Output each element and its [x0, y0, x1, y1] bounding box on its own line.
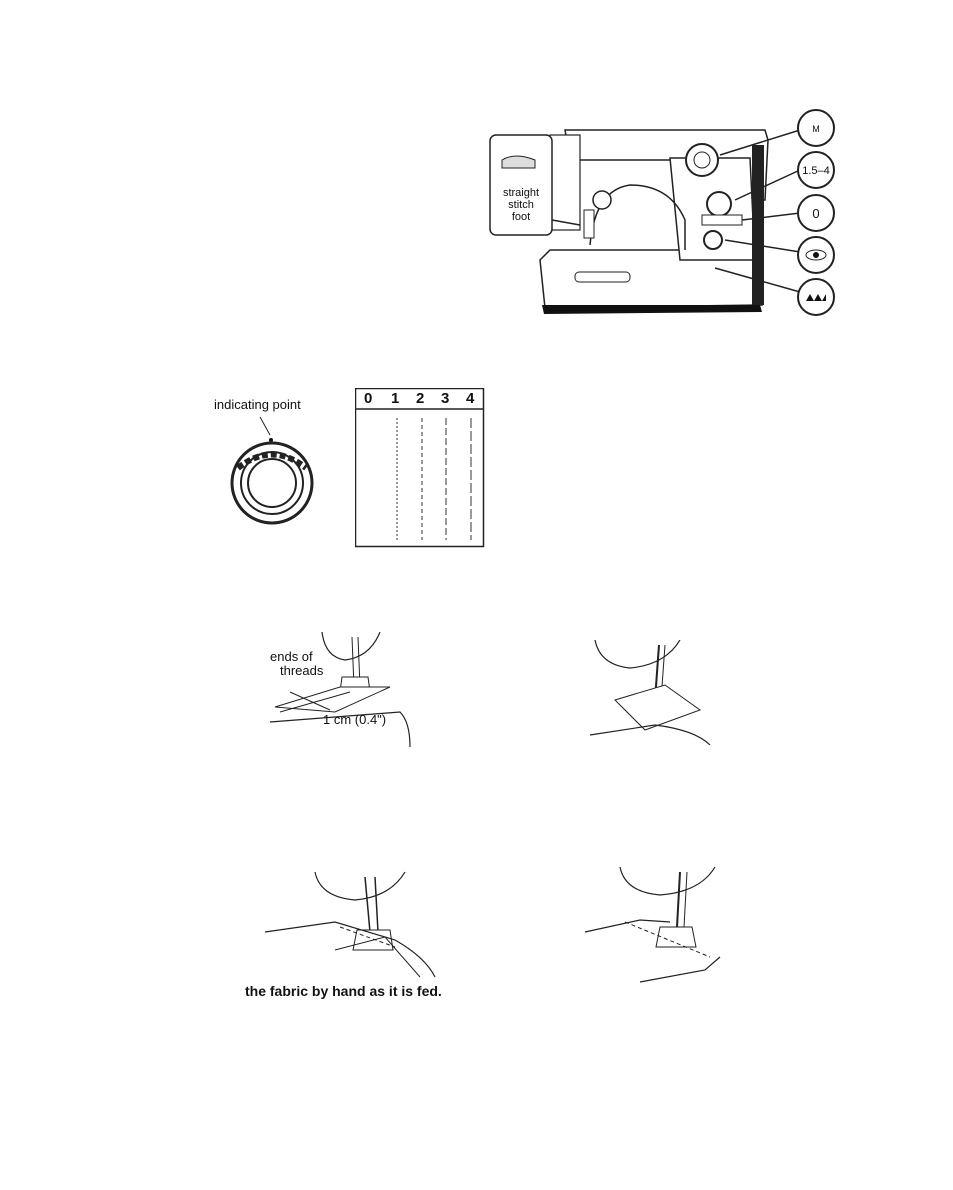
chart-col-3: 3: [441, 390, 450, 407]
stitch-length-chart: [355, 388, 485, 548]
guide-fabric-illustration: [245, 862, 465, 987]
callout-feed-dog: [798, 279, 834, 315]
fabric-under-foot-illustration: [585, 640, 715, 745]
guide-caption: the fabric by hand as it is fed.: [245, 983, 442, 999]
chart-col-4: 4: [466, 390, 475, 407]
fabric-under-foot-figure: [585, 640, 715, 745]
callout-zero-text: 0: [812, 206, 820, 221]
sewing-machine-illustration: [480, 100, 840, 325]
seam-sewing-illustration: [580, 862, 750, 992]
chart-col-0: 0: [364, 390, 373, 407]
thread-ends-figure: [260, 632, 420, 747]
dial-figure: [205, 393, 335, 533]
guide-fabric-figure: [245, 862, 465, 1012]
chart-col-2: 2: [416, 390, 425, 407]
ends-of-threads-label-2: threads: [280, 663, 324, 678]
sewing-machine-figure: [480, 100, 840, 325]
indicating-point-label: indicating point: [214, 397, 301, 412]
ends-of-threads-label-1: ends of: [270, 649, 313, 664]
seam-figure: [580, 862, 750, 992]
callout-pattern-text: M: [812, 124, 820, 134]
stitch-chart-svg: [355, 388, 485, 548]
stitch-length-dial-icon: [205, 393, 335, 533]
foot-label-line3: foot: [511, 211, 531, 223]
foot-label-line1: straight: [502, 187, 540, 199]
chart-col-1: 1: [391, 390, 400, 407]
foot-label-line2: stitch: [508, 199, 534, 211]
callout-stitch-length-text: 1.5–4: [802, 165, 830, 177]
measure-label: 1 cm (0.4"): [323, 712, 387, 727]
